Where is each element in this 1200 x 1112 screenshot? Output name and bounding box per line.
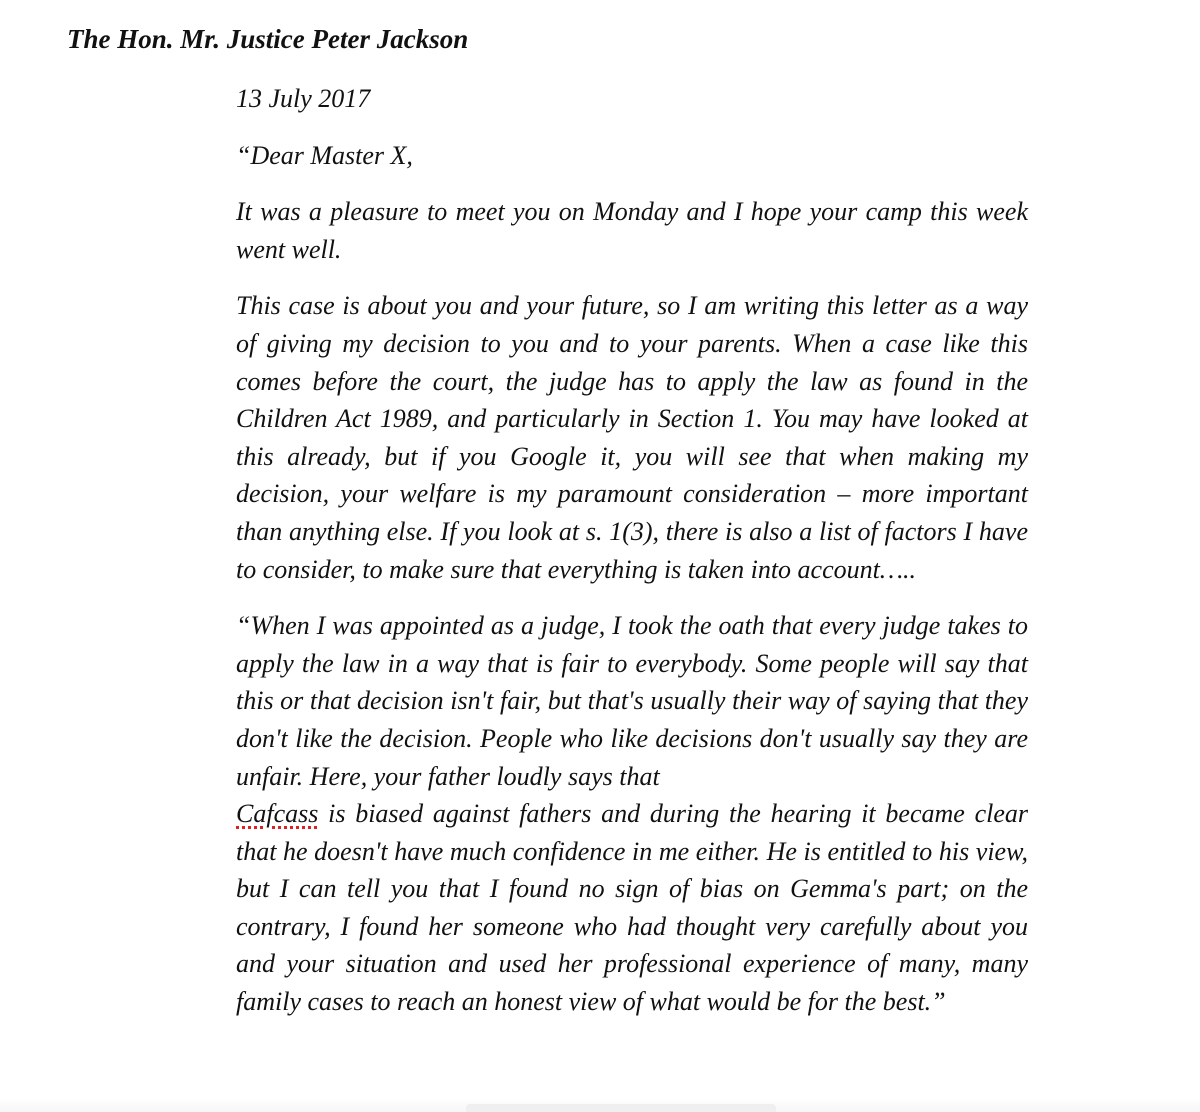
paragraph-fairness-continuation: is biased against fathers and during the hearing it became clear that he doesn't have much confidence in me either. He is entitled to his view, but I can tell you that I found no sign of bias on Gemma's part; on the contrary, I found her someone who had thought very carefully about you and your situation and used her professional experience of many, many family cases to reach an honest view of what would be for the best.” <box>236 799 1028 1017</box>
paragraph-fairness-text: “When I was appointed as a judge, I took the oath that every judge takes to apply the law in a way that is fair to everybody. Some people will say that this or that decision isn't fair, but that's usually their way of saying that they don't like the decision. People who like decisions don't usually say they are unfair. Here, your father loudly says that <box>236 611 1028 791</box>
spellcheck-flagged-word[interactable]: Cafcass <box>236 799 319 829</box>
letter-body <box>236 80 1028 1040</box>
letter-date: 13 July 2017 <box>236 84 371 113</box>
paragraph-camp: It was a pleasure to meet you on Monday and I hope your camp this week went well. <box>236 197 1028 264</box>
letter-author-heading: The Hon. Mr. Justice Peter Jackson <box>67 24 469 54</box>
paragraph-decision: This case is about you and your future, so I am writing this letter as a way of giving my decision to you and to your parents. When a case like this comes before the court, the judge has to apply the law as found in the Children Act 1989, and particularly in Section 1. You may have looked at this already, but if you Google it, you will see that when making my decision, your welfare is my paramount consideration – more important than anything else. If you look at s. 1(3), there is also a list of factors I have to consider, to make sure that everything is taken into account….. <box>236 291 1028 584</box>
letter-salutation: “Dear Master X, <box>236 140 413 170</box>
paragraph-fairness <box>236 607 1028 1021</box>
bottom-toolbar-tab <box>466 1104 776 1112</box>
